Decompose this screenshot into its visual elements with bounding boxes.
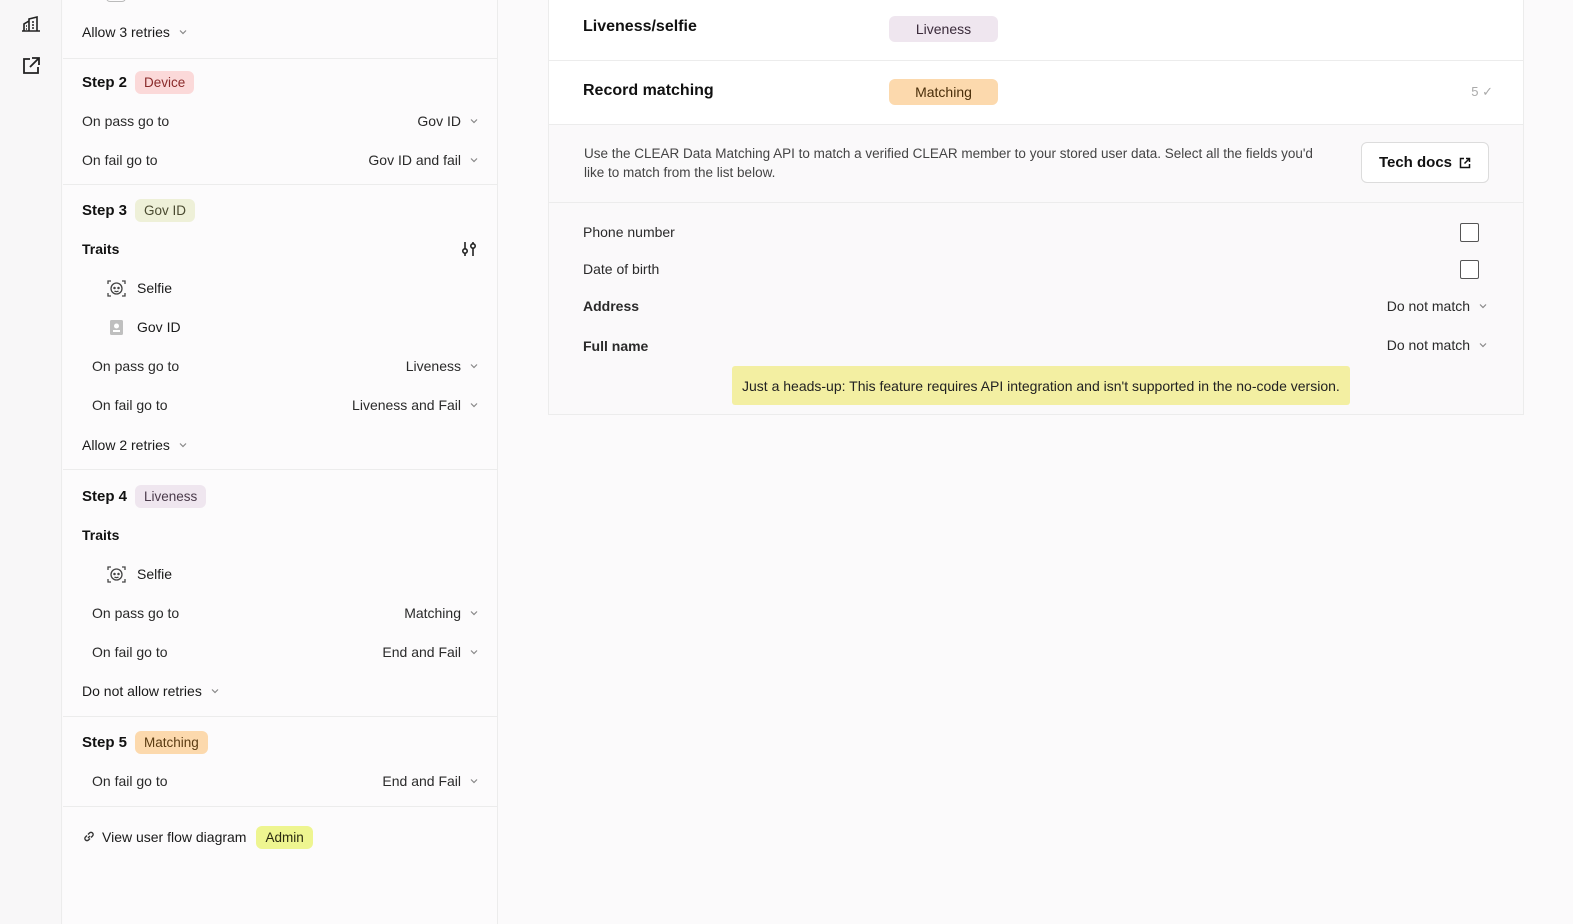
sliders-icon[interactable] [460,240,478,258]
row-label: Record matching [583,82,714,99]
step2-fail-dropdown[interactable] [368,152,478,168]
step2-pass-dropdown[interactable] [417,113,478,129]
config-panel [548,0,1524,415]
pass-value: Liveness [405,358,461,374]
step5-fail-row [92,771,478,791]
device-badge: Device [135,71,194,94]
pass-value: Gov ID [417,113,461,129]
link-label: View user flow diagram [102,829,247,845]
chevron-down-icon [470,156,478,164]
retries-label: Allow 2 retries [82,437,170,453]
id-card-icon [106,317,127,338]
step4-fail-row [92,642,478,662]
chevron-down-icon [470,362,478,370]
pass-value: Matching [404,605,461,621]
liveness-row [549,0,1523,61]
chevron-down-icon [179,441,187,449]
step2-fail-row [82,150,478,170]
step4-pass-row [92,603,478,623]
match-count: 5 ✓ [1471,84,1493,99]
step4-fail-dropdown[interactable] [382,644,478,660]
step4-header [82,484,206,508]
step5-fail-dropdown[interactable] [382,773,478,789]
phone-checkbox[interactable] [1460,223,1479,242]
fail-value: End and Fail [382,644,461,660]
retries-label: Do not allow retries [82,683,202,699]
liveness-badge: Liveness [889,16,998,42]
trait-selfie [106,277,172,299]
trait-selfie [106,563,172,585]
trait-label: Gov ID [137,319,181,335]
step3-header [82,198,195,222]
fail-value: End and Fail [382,773,461,789]
phone-field-label: Phone number [583,224,675,240]
description-area [549,125,1523,203]
matching-badge: Matching [135,731,208,754]
chevron-down-icon [470,777,478,785]
fullname-match-dropdown[interactable] [1387,335,1487,355]
icon-rail [0,0,62,924]
step4-pass-dropdown[interactable] [404,605,478,621]
step3-retries-dropdown[interactable] [82,435,187,455]
fail-value: Gov ID and fail [368,152,461,168]
chevron-down-icon [470,609,478,617]
chevron-down-icon [1479,302,1487,310]
dropdown-value: Do not match [1386,337,1470,353]
description-text: Use the CLEAR Data Matching API to match a verified CLEAR member to your stored user data. Select all the fields you'd like to match from the list below. [584,146,1313,180]
step-title: Step 3 [82,201,128,219]
selfie-icon [106,564,127,585]
api-notice: Just a heads-up: This feature requires API integration and isn't supported in the no-code version. [732,366,1350,405]
building-icon[interactable] [19,12,43,36]
matching-row[interactable] [549,61,1523,125]
pass-label: On pass go to [92,358,180,374]
traits-label: Traits [82,527,120,543]
chevron-down-icon [179,28,187,36]
dob-checkbox[interactable] [1460,260,1479,279]
address-match-dropdown[interactable] [1387,296,1487,316]
fullname-field-label: Full name [583,338,649,354]
fail-label: On fail go to [92,773,168,789]
external-link-icon[interactable] [19,54,43,78]
step4-retries-dropdown[interactable] [82,681,219,701]
fail-label: On fail go to [82,152,158,168]
step2-header [82,70,194,94]
selfie-icon [106,0,126,2]
address-field-label: Address [583,298,640,314]
liveness-badge: Liveness [135,485,206,508]
traits-label: Traits [82,241,120,257]
pass-label: On pass go to [92,605,180,621]
steps-sidebar [63,0,498,924]
fail-label: On fail go to [92,397,168,413]
matching-badge: Matching [889,79,998,105]
chevron-down-icon [470,648,478,656]
step-title: Step 5 [82,733,128,751]
step3-fail-row [92,395,478,415]
view-user-flow-link[interactable] [82,829,246,845]
selfie-icon [106,278,127,299]
step3-pass-dropdown[interactable] [406,358,478,374]
step2-pass-row [82,111,478,131]
step3-fail-dropdown[interactable] [352,397,478,413]
external-link-icon [1459,157,1471,169]
trait-label: Selfie [137,566,173,582]
row-label: Liveness/selfie [583,18,697,35]
retries-label: Allow 3 retries [82,24,170,40]
chevron-down-icon [470,117,478,125]
dropdown-value: Do not match [1386,298,1470,314]
govid-badge: Gov ID [135,199,195,222]
button-label: Tech docs [1378,154,1453,171]
pass-label: On pass go to [82,113,170,129]
step3-traits-row [82,239,478,259]
step4-traits-row [82,525,119,545]
chevron-down-icon [1479,341,1487,349]
step5-header [82,730,208,754]
link-icon [82,830,96,844]
fail-value: Liveness and Fail [352,397,461,413]
step-title: Step 2 [82,73,128,91]
flow-link-row [82,824,313,850]
step3-pass-row [92,356,478,376]
dob-field-label: Date of birth [583,261,660,277]
tech-docs-button[interactable] [1361,142,1489,183]
fail-label: On fail go to [92,644,168,660]
chevron-down-icon [470,401,478,409]
admin-badge: Admin [256,826,312,849]
trait-label: Selfie [137,280,173,296]
matching-fields [549,203,1523,414]
step1-retries-dropdown[interactable] [82,22,187,42]
trait-govid [106,316,181,338]
step-title: Step 4 [82,487,128,505]
chevron-down-icon [211,687,219,695]
